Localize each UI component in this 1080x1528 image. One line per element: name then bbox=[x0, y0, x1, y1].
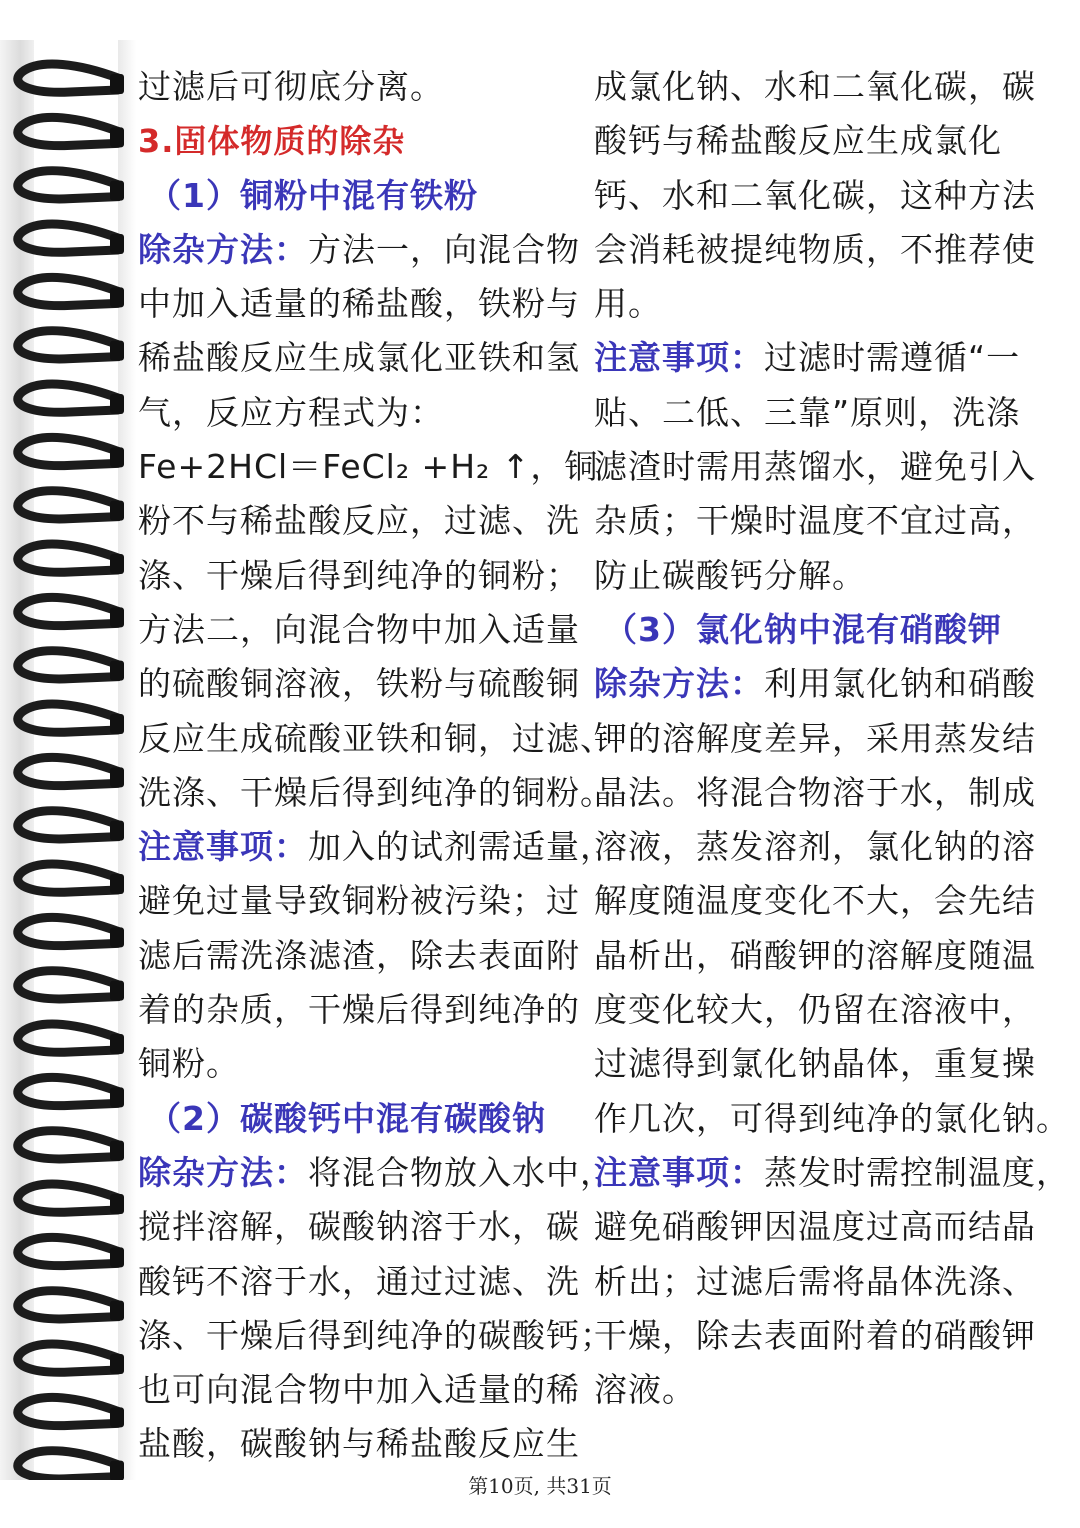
text-line: 着的杂质，干燥后得到纯净的 bbox=[138, 990, 580, 1030]
method-text: 利用氯化钠和硝酸 bbox=[764, 664, 1036, 704]
text-line: 晶析出，硝酸钾的溶解度随温 bbox=[594, 935, 1036, 975]
note-line bbox=[594, 1146, 1070, 1200]
text-line: 铜粉。 bbox=[138, 1044, 240, 1084]
method-label: 除杂方法： bbox=[138, 229, 308, 269]
text-line: 晶法。将混合物溶于水，制成 bbox=[594, 772, 1036, 812]
text-line: 钙、水和二氧化碳，这种方法 bbox=[594, 175, 1036, 215]
subsection-title-1: （1）铜粉中混有铁粉 bbox=[148, 175, 478, 215]
binding-hole bbox=[110, 607, 124, 627]
spiral-ring bbox=[18, 544, 118, 572]
text-line: 洗涤、干燥后得到纯净的铜粉。 bbox=[138, 772, 614, 812]
method-line bbox=[138, 1146, 614, 1200]
text-line: 成氯化钠、水和二氧化碳，碳 bbox=[594, 67, 1036, 106]
spiral-ring bbox=[18, 1024, 118, 1052]
binding-hole bbox=[110, 1407, 124, 1427]
text-line: 的硫酸铜溶液，铁粉与硫酸铜 bbox=[138, 664, 580, 704]
spiral-ring bbox=[18, 64, 118, 92]
text-line: 过滤后可彻底分离。 bbox=[138, 67, 444, 106]
subsection-title-2: （2）碳酸钙中混有碳酸钠 bbox=[148, 1098, 546, 1138]
note-label: 注意事项： bbox=[594, 1152, 764, 1192]
text-line: 涤、干燥后得到纯净的碳酸钙； bbox=[138, 1315, 614, 1355]
left-column bbox=[138, 60, 614, 1472]
text-line: 也可向混合物中加入适量的稀 bbox=[138, 1370, 580, 1410]
spiral-ring bbox=[18, 1237, 118, 1265]
text-line: 中加入适量的稀盐酸，铁粉与 bbox=[138, 284, 580, 324]
binding-hole bbox=[110, 1194, 124, 1214]
note-label: 注意事项： bbox=[594, 338, 764, 378]
text-line: 钾的溶解度差异，采用蒸发结 bbox=[594, 718, 1036, 758]
text-line: 稀盐酸反应生成氯化亚铁和氢 bbox=[138, 338, 580, 378]
note-text: 蒸发时需控制温度， bbox=[764, 1152, 1070, 1192]
binding-hole bbox=[110, 661, 124, 681]
binding-hole bbox=[110, 821, 124, 841]
note-line bbox=[138, 820, 614, 874]
text-line: 作几次，可得到纯净的氯化钠。 bbox=[594, 1098, 1070, 1138]
method-label: 除杂方法： bbox=[138, 1152, 308, 1192]
text-line: 杂质；干燥时温度不宜过高， bbox=[594, 501, 1036, 541]
method-line bbox=[138, 223, 578, 277]
equation-line: Fe+2HCl＝FeCl₂ +H₂ ↑，铜 bbox=[138, 447, 599, 487]
binding-hole bbox=[110, 74, 124, 94]
binding-hole bbox=[110, 234, 124, 254]
binding-hole bbox=[110, 1034, 124, 1054]
spiral-ring bbox=[18, 651, 118, 679]
spiral-ring bbox=[18, 1344, 118, 1372]
text-line: 干燥，除去表面附着的硝酸钾 bbox=[594, 1315, 1036, 1355]
binding-hole bbox=[110, 447, 124, 467]
method-line bbox=[594, 657, 1034, 711]
text-line: 气，反应方程式为： bbox=[138, 392, 444, 432]
text-line: 反应生成硫酸亚铁和铜，过滤、 bbox=[138, 718, 614, 758]
spiral-ring bbox=[18, 331, 118, 359]
binding-hole bbox=[110, 554, 124, 574]
spiral-ring bbox=[18, 277, 118, 305]
binding-hole bbox=[110, 1301, 124, 1321]
binding-hole bbox=[110, 714, 124, 734]
binding-hole bbox=[110, 394, 124, 414]
text-line: 滤后需洗涤滤渣，除去表面附 bbox=[138, 935, 580, 975]
text-line: 用。 bbox=[594, 284, 662, 324]
text-line: 溶液。 bbox=[594, 1370, 696, 1410]
text-line: 涤、干燥后得到纯净的铜粉； bbox=[138, 555, 580, 595]
subsection-title-3: （3）氯化钠中混有硝酸钾 bbox=[604, 609, 1002, 649]
spiral-ring bbox=[18, 757, 118, 785]
binding-hole bbox=[110, 981, 124, 1001]
binding-hole bbox=[110, 874, 124, 894]
spiral-ring bbox=[18, 224, 118, 252]
text-line: 析出；过滤后需将晶体洗涤、 bbox=[594, 1261, 1036, 1301]
binding-hole bbox=[110, 1141, 124, 1161]
text-line: 过滤得到氯化钠晶体，重复操 bbox=[594, 1044, 1036, 1084]
text-line: 盐酸，碳酸钠与稀盐酸反应生 bbox=[138, 1424, 580, 1464]
text-line: 会消耗被提纯物质，不推荐使 bbox=[594, 229, 1036, 269]
right-column bbox=[594, 60, 1070, 1417]
binding-hole bbox=[110, 127, 124, 147]
method-text: 方法一，向混合物 bbox=[308, 229, 580, 269]
binding-hole bbox=[110, 927, 124, 947]
text-line: 贴、二低、三靠”原则，洗涤 bbox=[594, 392, 1021, 432]
spiral-ring bbox=[18, 917, 118, 945]
spiral-ring bbox=[18, 1397, 118, 1425]
binding-hole bbox=[110, 287, 124, 307]
binding-hole bbox=[110, 1247, 124, 1267]
note-text: 加入的试剂需适量， bbox=[308, 827, 614, 867]
spiral-ring bbox=[18, 1291, 118, 1319]
note-line bbox=[594, 331, 1034, 385]
binding-hole bbox=[110, 181, 124, 201]
text-line: 避免过量导致铜粉被污染；过 bbox=[138, 881, 580, 921]
binding-hole bbox=[110, 1087, 124, 1107]
text-line: 度变化较大，仍留在溶液中， bbox=[594, 990, 1036, 1030]
spiral-ring bbox=[18, 117, 118, 145]
spiral-ring bbox=[18, 1131, 118, 1159]
spiral-ring bbox=[18, 491, 118, 519]
page-number: 第10页, 共31页 bbox=[468, 1474, 612, 1498]
spiral-rings bbox=[0, 40, 140, 1480]
spiral-ring bbox=[18, 437, 118, 465]
spiral-ring bbox=[18, 384, 118, 412]
text-line: 酸钙不溶于水，通过过滤、洗 bbox=[138, 1261, 580, 1301]
spiral-ring bbox=[18, 597, 118, 625]
spiral-ring bbox=[18, 171, 118, 199]
spiral-binding bbox=[0, 40, 140, 1480]
text-line: 搅拌溶解，碳酸钠溶于水，碳 bbox=[138, 1207, 580, 1247]
method-text: 将混合物放入水中， bbox=[308, 1152, 614, 1192]
spiral-ring bbox=[18, 704, 118, 732]
note-text: 过滤时需遵循“一 bbox=[764, 338, 1021, 378]
spiral-ring bbox=[18, 971, 118, 999]
spiral-ring bbox=[18, 864, 118, 892]
binding-hole bbox=[110, 767, 124, 787]
text-line: 溶液，蒸发溶剂，氯化钠的溶 bbox=[594, 827, 1036, 867]
note-label: 注意事项： bbox=[138, 827, 308, 867]
text-line: 解度随温度变化不大，会先结 bbox=[594, 881, 1036, 921]
text-line: 粉不与稀盐酸反应，过滤、洗 bbox=[138, 501, 580, 541]
text-line: 方法二，向混合物中加入适量 bbox=[138, 609, 580, 649]
spiral-ring bbox=[18, 1077, 118, 1105]
binding-hole bbox=[110, 341, 124, 361]
text-line: 酸钙与稀盐酸反应生成氯化 bbox=[594, 121, 1002, 161]
spiral-ring bbox=[18, 1184, 118, 1212]
method-label: 除杂方法： bbox=[594, 664, 764, 704]
text-line: 避免硝酸钾因温度过高而结晶 bbox=[594, 1207, 1036, 1247]
binding-hole bbox=[110, 1354, 124, 1374]
text-line: 防止碳酸钙分解。 bbox=[594, 555, 866, 595]
binding-hole bbox=[110, 501, 124, 521]
section-title: 3.固体物质的除杂 bbox=[138, 122, 406, 161]
text-line: 滤渣时需用蒸馏水，避免引入 bbox=[594, 447, 1036, 487]
spiral-ring bbox=[18, 811, 118, 839]
